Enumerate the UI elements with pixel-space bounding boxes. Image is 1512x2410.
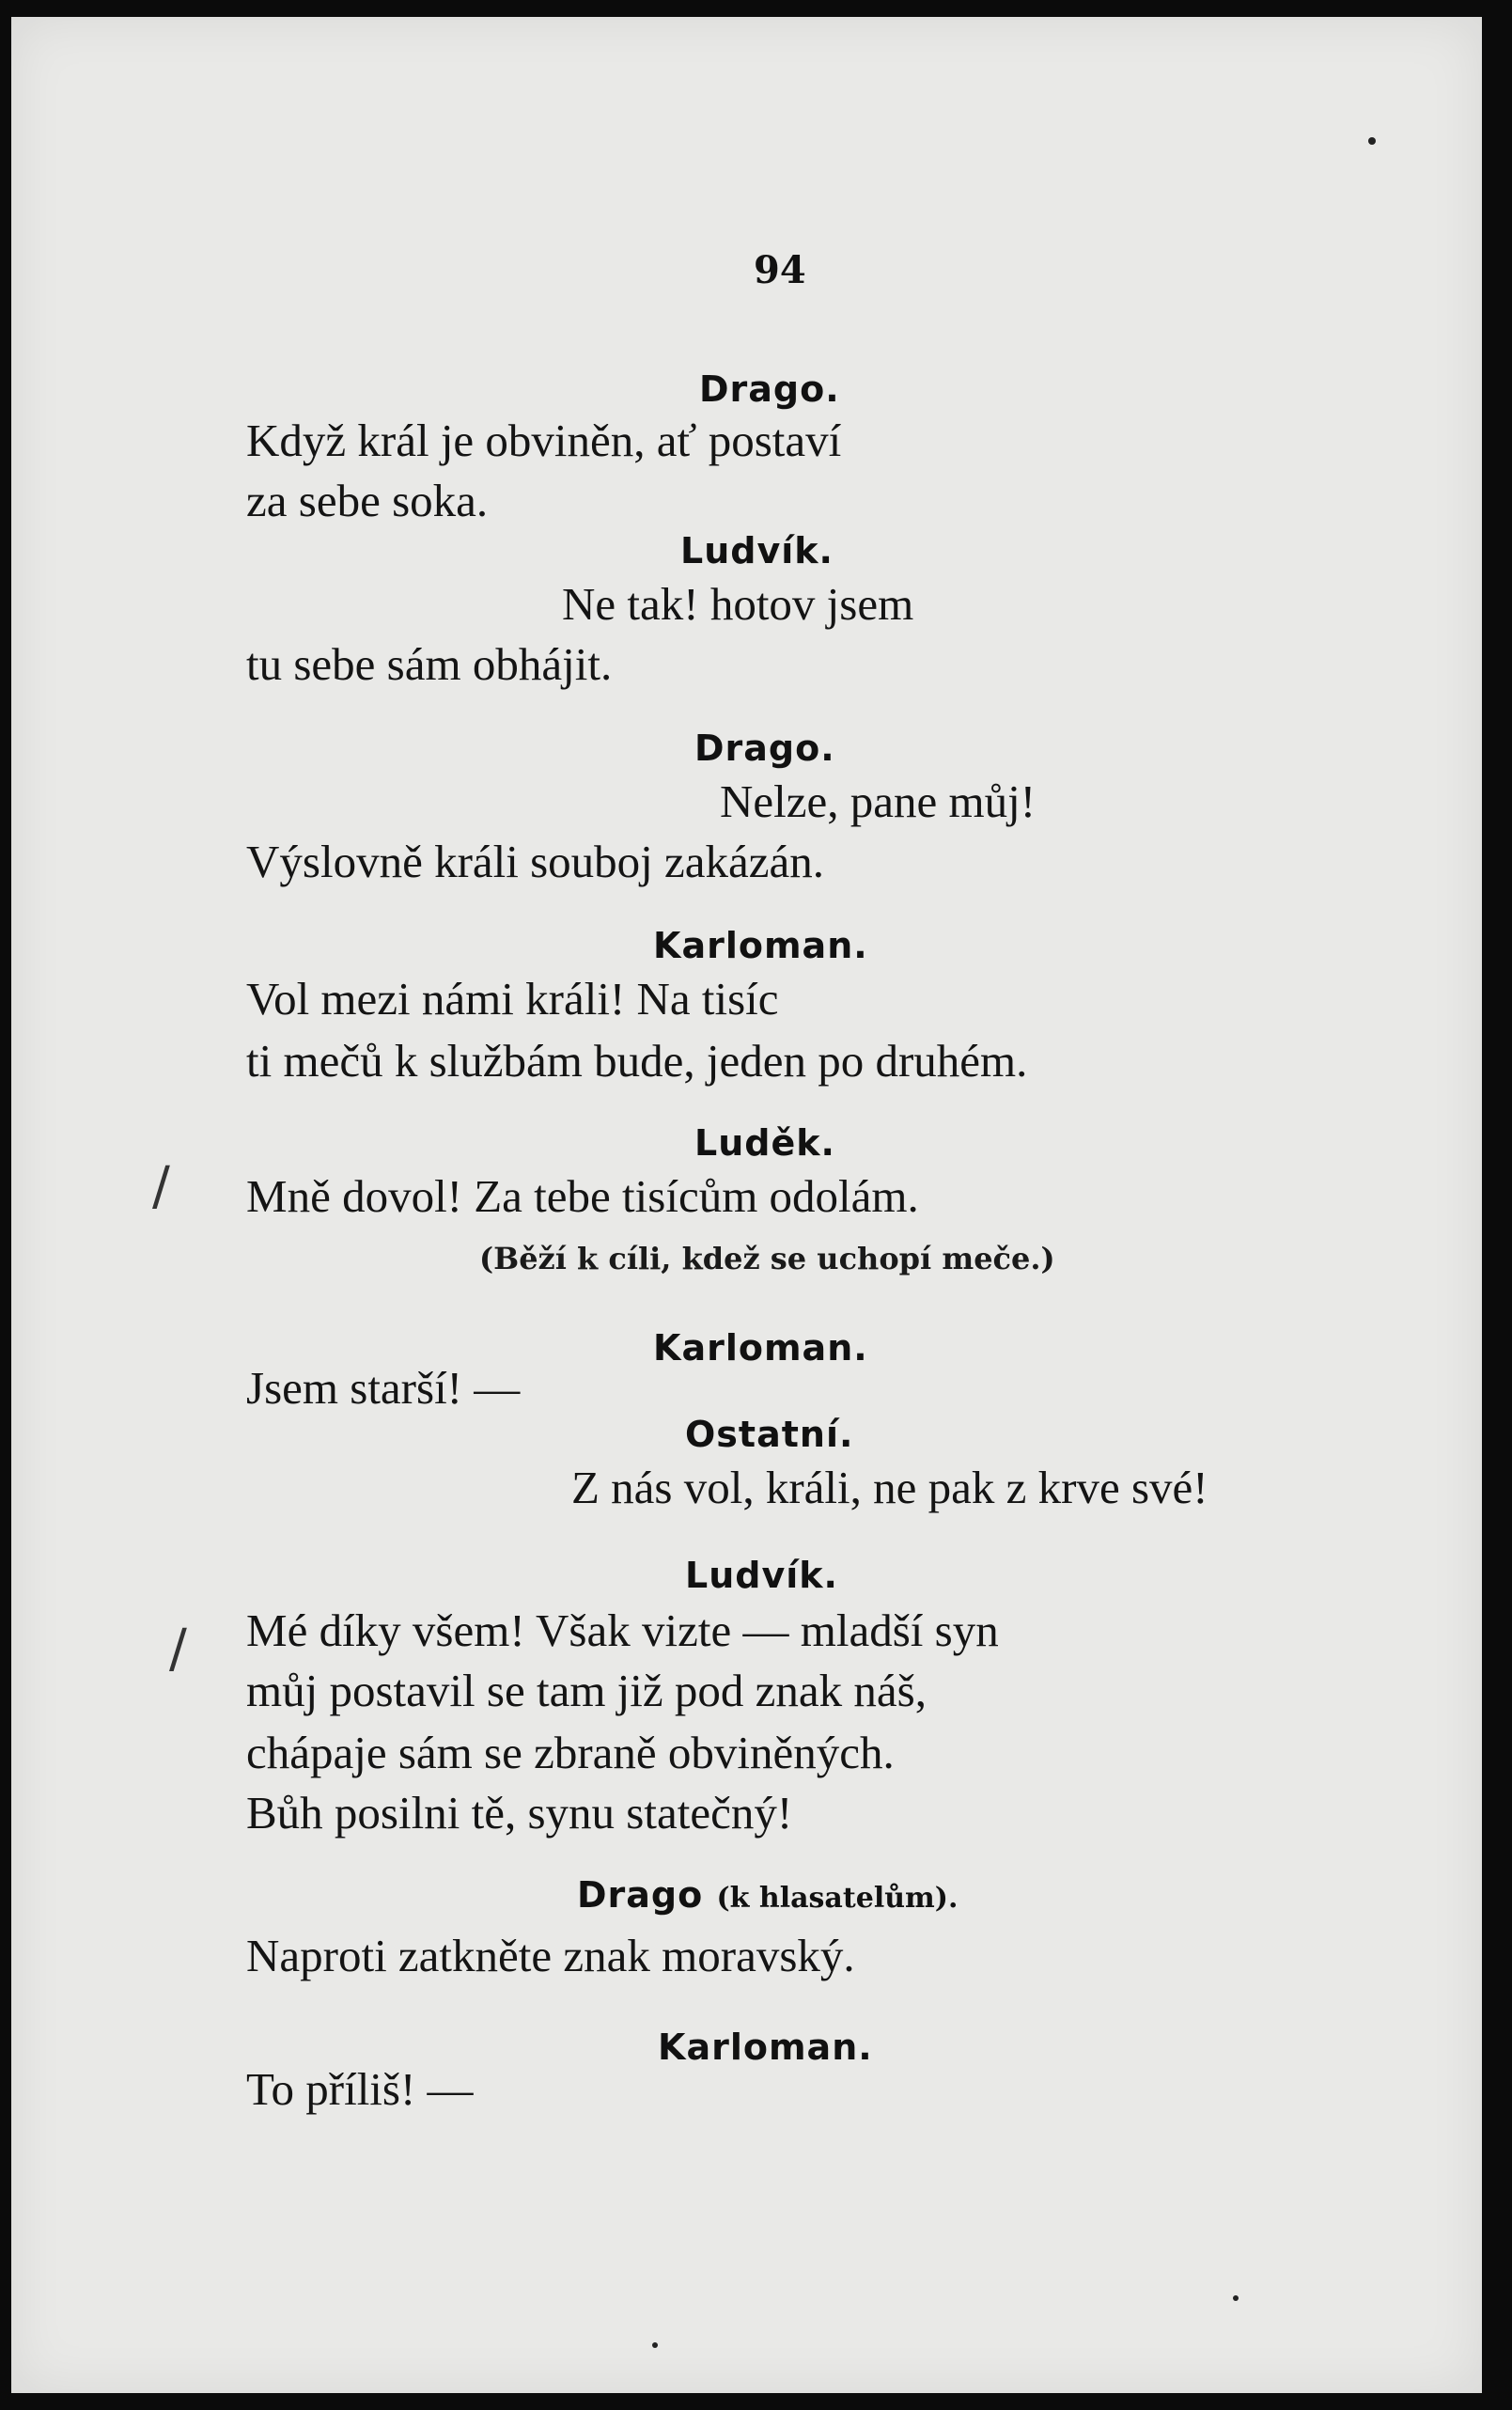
page-number: 94 (754, 248, 806, 292)
speaker-name: Ludvík. (680, 530, 834, 571)
speaker-name: Karloman. (653, 1327, 868, 1369)
paper-speck (1368, 137, 1376, 145)
verse-line: Když král je obviněn, ať postaví (246, 415, 842, 466)
speaker-name: Drago (577, 1874, 704, 1916)
verse-line: Nelze, pane můj! (720, 775, 1037, 827)
paper-speck (652, 2342, 658, 2348)
margin-pencil-mark: / (152, 1156, 170, 1217)
speaker-line-with-direction (577, 1874, 958, 1916)
speaker-name: Karloman. (653, 925, 868, 966)
verse-line: tu sebe sám obhájit. (246, 638, 613, 690)
verse-line: Naproti zatkněte znak moravský. (246, 1930, 855, 1981)
speaker-name: Luděk. (694, 1122, 835, 1164)
stage-direction: (Běží k cíli, kdež se uchopí meče.) (479, 1241, 1055, 1276)
verse-line: za sebe soka. (246, 475, 489, 526)
verse-line: Mně dovol! Za tebe tisícům odolám. (246, 1170, 919, 1222)
speaker-name: Ludvík. (685, 1555, 838, 1596)
margin-pencil-mark: / (169, 1619, 187, 1680)
speaker-name: Ostatní. (685, 1414, 854, 1455)
speaker-name: Drago. (694, 728, 835, 769)
verse-line: můj postavil se tam již pod znak náš, (246, 1665, 927, 1716)
verse-line: Bůh posilni tě, synu statečný! (246, 1787, 793, 1839)
verse-line: ti mečů k službám bude, jeden po druhém. (246, 1035, 1028, 1087)
speaker-name: Karloman. (658, 2027, 873, 2068)
verse-line: Z nás vol, králi, ne pak z krve své! (571, 1462, 1208, 1513)
verse-line: Vol mezi námi králi! Na tisíc (246, 973, 779, 1025)
verse-line: Mé díky všem! Však vizte — mladší syn (246, 1604, 999, 1656)
verse-line: Ne tak! hotov jsem (562, 578, 914, 630)
speaker-name: Drago. (699, 368, 840, 410)
paper-speck (1233, 2295, 1239, 2301)
verse-line: To příliš! — (246, 2063, 474, 2115)
stage-direction: (k hlasatelům). (716, 1882, 959, 1915)
verse-line: Výslovně králi souboj zakázán. (246, 836, 825, 887)
verse-line: chápaje sám se zbraně obviněných. (246, 1727, 895, 1778)
book-page (11, 17, 1482, 2393)
verse-line: Jsem starší! — (246, 1362, 521, 1414)
